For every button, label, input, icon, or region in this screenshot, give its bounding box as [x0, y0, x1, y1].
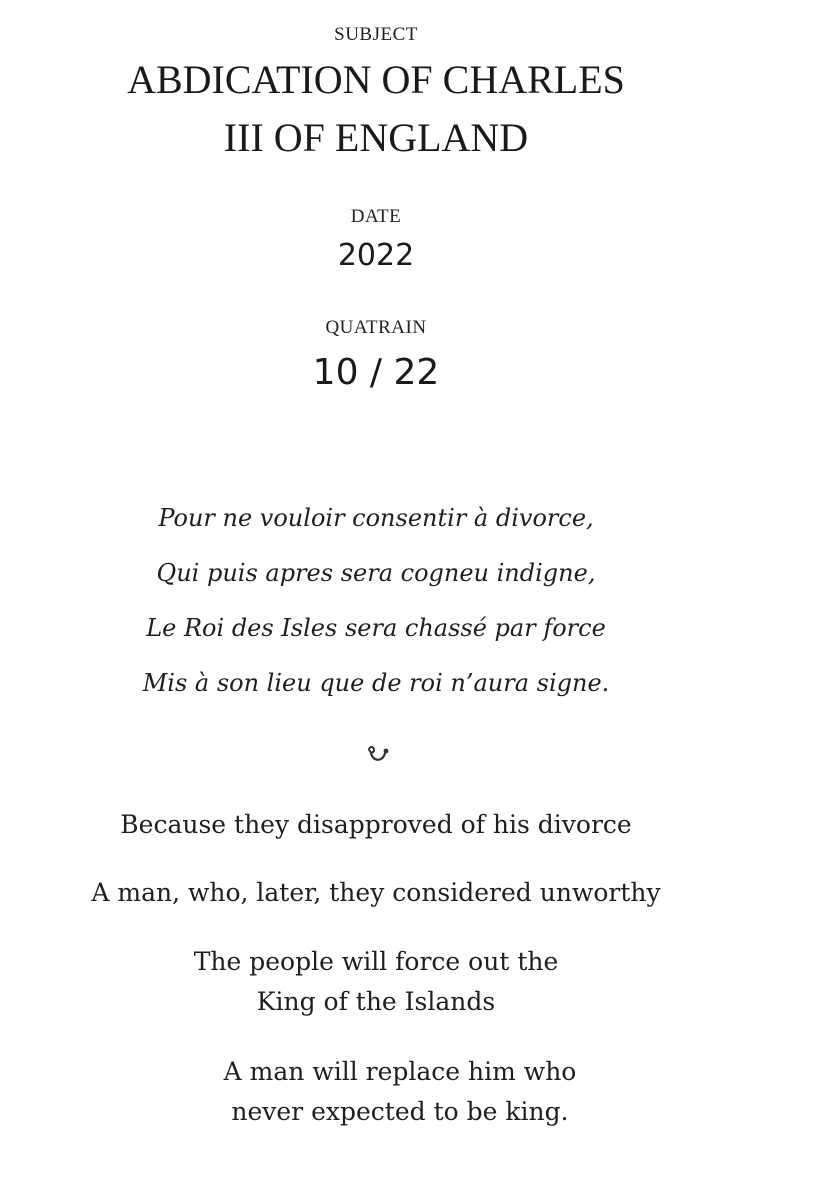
verse-line-3: Le Roi des Isles sera chassé par force: [146, 614, 606, 642]
fleuron-ornament-icon: [364, 744, 392, 766]
translation-line-1: Because they disapproved of his divorce: [120, 810, 632, 839]
translation-line-3b: King of the Islands: [256, 987, 496, 1016]
subject-title-line-1: ABDICATION OF CHARLES: [127, 57, 625, 102]
verse-line-1: Pour ne vouloir consentir à divorce,: [158, 504, 594, 532]
date-value: 2022: [337, 238, 415, 273]
quatrain-label: QUATRAIN: [325, 317, 427, 338]
translation-line-4b: never expected to be king.: [231, 1097, 569, 1126]
subject-title-line-2: III OF ENGLAND: [223, 115, 529, 160]
verse-line-2: Qui puis apres sera cogneu indigne,: [156, 559, 596, 587]
subject-label: SUBJECT: [334, 24, 418, 45]
translation-line-4a: A man will replace him who: [223, 1057, 577, 1086]
verse-line-4: Mis à son lieu que de roi n’aura signe.: [142, 669, 610, 697]
date-label: DATE: [350, 206, 402, 227]
quatrain-number: 10 / 22: [312, 352, 440, 393]
translation-line-2: A man, who, later, they considered unworthy: [91, 878, 661, 907]
translation-line-3a: The people will force out the: [193, 947, 559, 976]
